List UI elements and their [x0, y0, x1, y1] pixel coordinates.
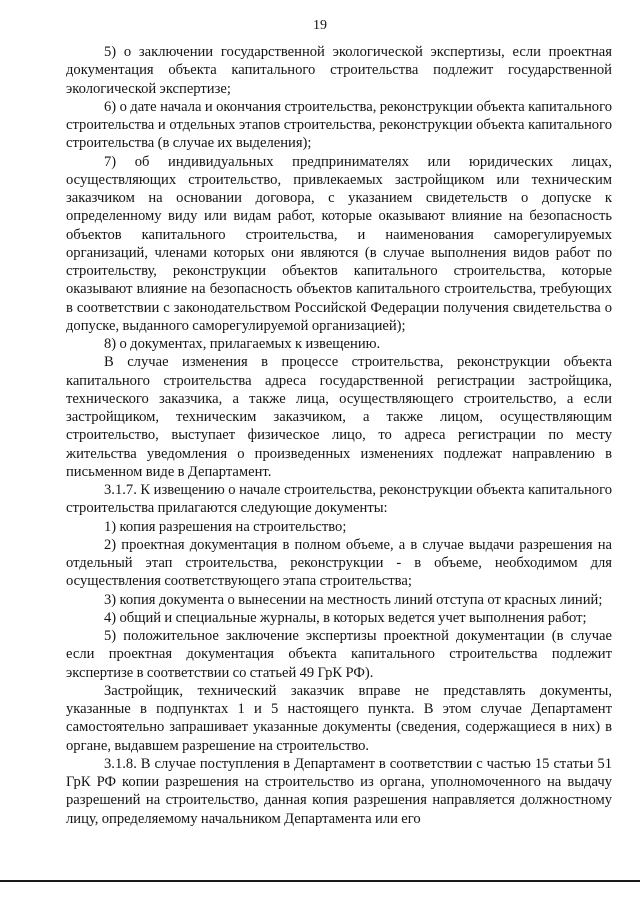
- paragraph-item-8-documents: 8) о документах, прилагаемых к извещению.: [104, 336, 381, 352]
- paragraph-item-7-contractors: 7) об индивидуальных предпринимателях или юридических лицах, осуществляющих строительство, привлекаемых застройщиком или техническим заказчиком на основании договора, с указанием свидетельств о допуске к определенному виду или видам работ, которые оказывают влияние на безопасность объектов капитального строительства, и наименования саморегулируемых организаций, членами которых они являются (в случае выполнения видов работ по строительству, реконструкции объектов капитального строительства, которые оказывают влияние на безопасность объектов капитального строительства, требующих в соответствии с законодательством Российской Федерации получения свидетельства о допуске, выданного саморегулируемой организацией);: [66, 153, 612, 334]
- paragraph-address-change: В случае изменения в процессе строительства, реконструкции объекта капитального строительства адреса государственной регистрации застройщика, технического заказчика, а также лица, осуществляющего строительство, а если застройщиком, техническим заказчиком, а также лицом, осуществляющим строительство, выступает физическое лицо, то адреса регистрации по месту жительства уведомления о произведенных изменениях подлежат направлению в письменном виде в Департамент.: [66, 354, 612, 480]
- list-item-expertise: 5) положительное заключение экспертизы проектной документации (в случае если проектная документация объекта капитального строительства подлежит экспертизе в соответствии со статьей 49 ГрК РФ).: [66, 628, 612, 681]
- page-number: 19: [313, 18, 327, 33]
- list-item-journals: 4) общий и специальные журналы, в которых ведется учет выполнения работ;: [104, 609, 587, 626]
- document-body: [66, 43, 612, 828]
- footer-divider: [0, 880, 640, 882]
- list-item-red-lines: 3) копия документа о вынесении на местность линий отступа от красных линий;: [104, 591, 603, 608]
- paragraph-3-1-8: 3.1.8. В случае поступления в Департамент в соответствии с частью 15 статьи 51 ГрК РФ копии разрешения на строительство из органа, уполномоченного на выдачу разрешений на строительство, данная копия разрешения направляется должностному лицу, определяемому начальником Департамента или его: [66, 755, 612, 827]
- paragraph-item-5-ecology: 5) о заключении государственной экологической экспертизы, если проектная документация объекта капитального строительства подлежит государственной экологической экспертизе;: [66, 44, 612, 97]
- paragraph-developer-right: Застройщик, технический заказчик вправе не представлять документы, указанные в подпунктах 1 и 5 настоящего пункта. В этом случае Департамент самостоятельно запрашивает указанные документы (сведения, содержащиеся в них) в органе, выдавшем разрешение на строительство.: [66, 682, 612, 754]
- list-item-project-docs: 2) проектная документация в полном объеме, а в случае выдачи разрешения на отдельный этап строительства, реконструкции - в объеме, необходимом для осуществления соответствующего этапа строительства;: [66, 536, 612, 590]
- paragraph-3-1-7: 3.1.7. К извещению о начале строительства, реконструкции объекта капитального строительства прилагаются следующие документы:: [66, 482, 612, 517]
- list-item-permit-copy: 1) копия разрешения на строительство;: [104, 518, 347, 535]
- paragraph-item-6-dates: 6) о дате начала и окончания строительства, реконструкции объекта капитального строительства и отдельных этапов строительства, реконструкции объекта капитального строительства (в случае их выделения);: [66, 98, 612, 152]
